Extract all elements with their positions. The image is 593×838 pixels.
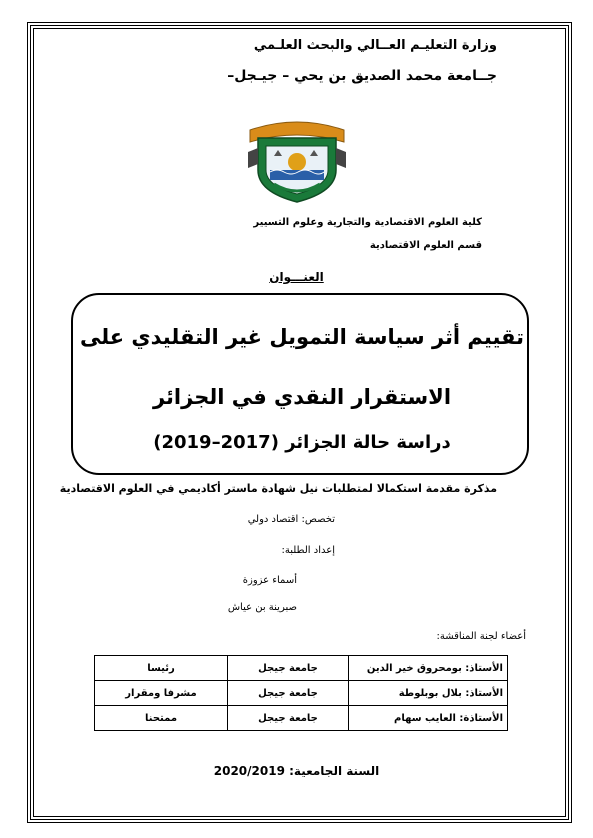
thesis-subtitle: دراسة حالة الجزائر (2017–2019) [153, 432, 451, 453]
jury-member-name: الأستاذ: بلال بوبلوطة [349, 681, 508, 706]
thesis-title-line-1: تقييم أثر سياسة التمويل غير التقليدي على [79, 325, 525, 349]
memo-statement: مذكرة مقدمة استكمالا لمتطلبات نيل شهادة ماستر أكاديمي في العلوم الاقتصادية [59, 482, 497, 495]
jury-member-role: ممتحنا [95, 706, 228, 731]
table-row [95, 706, 508, 731]
jury-member-role: مشرفا ومقرار [95, 681, 228, 706]
title-label: العنـــوان [269, 270, 324, 284]
jury-member-name: الأستاذة: العايب سهام [349, 706, 508, 731]
student-name-1: أسماء عزوزة [242, 575, 297, 586]
ministry-name: وزارة التعليـم العــالي والبحث العلـمي [253, 38, 497, 53]
department-name: قسم العلوم الاقتصادية [369, 240, 482, 251]
thesis-title-line-2: الاستقرار النقدي في الجزائر [152, 385, 452, 409]
jury-member-name: الأستاذ: بومحروق خير الدين [349, 656, 508, 681]
faculty-name: كلية العلوم الاقتصادية والتجارية وعلوم التسيير [253, 217, 482, 228]
student-name-2: صبرينة بن عياش [227, 602, 297, 613]
jury-member-role: رئيسا [95, 656, 228, 681]
university-name: جــامعة محمد الصديق بن يحي – جيـجل– [227, 68, 497, 84]
table-row [95, 656, 508, 681]
jury-member-institution: جامعة جيجل [228, 681, 349, 706]
jury-label: أعضاء لجنة المناقشة: [436, 631, 526, 642]
prepared-by-label: إعداد الطلبة: [281, 545, 335, 556]
specialty: تخصص: اقتصاد دولي [247, 514, 335, 525]
thesis-title-box [71, 293, 529, 475]
jury-table [94, 655, 508, 731]
university-crest-icon [244, 108, 350, 206]
jury-member-institution: جامعة جيجل [228, 656, 349, 681]
table-row [95, 681, 508, 706]
academic-year: السنة الجامعية: 2020/2019 [213, 764, 380, 778]
jury-member-institution: جامعة جيجل [228, 706, 349, 731]
